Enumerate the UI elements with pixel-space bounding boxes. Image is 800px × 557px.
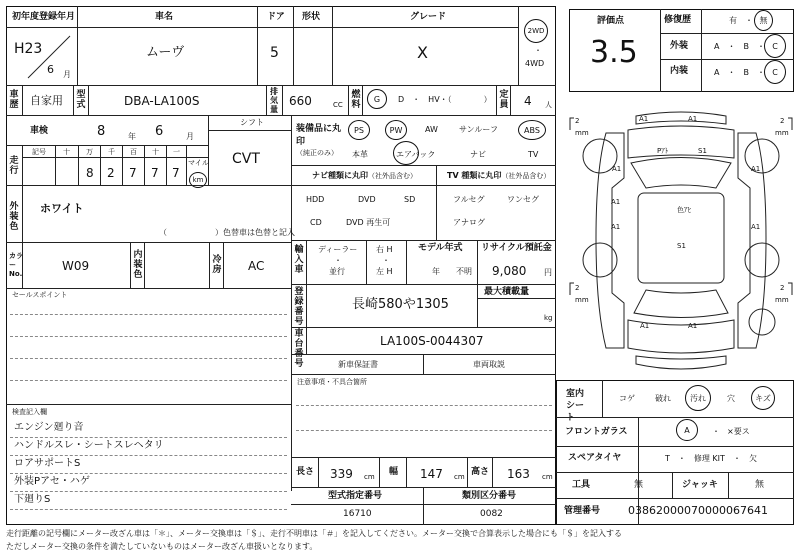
mileage-digit: 7: [172, 166, 180, 180]
recycle-fee: 9,080: [492, 264, 527, 278]
reg-era: H23: [14, 41, 43, 57]
tools-value: 無: [634, 480, 644, 490]
interior-stain-circled: 汚れ: [685, 385, 711, 411]
repair-none-circled: 無: [754, 10, 773, 31]
equip-ps-circled: PS: [348, 120, 370, 140]
use-value: 自家用: [30, 94, 63, 107]
equip-pw-circled: PW: [385, 120, 407, 140]
model-label: 車名: [155, 12, 174, 22]
ext-grade-c-circled: C: [764, 34, 786, 58]
reg-year-label: 初年度登録年月: [12, 12, 76, 22]
exterior-color: ホワイト: [40, 202, 84, 215]
glass-a-circled: A: [676, 419, 698, 441]
color-no: W09: [62, 259, 90, 273]
mileage-digit: 2: [107, 166, 115, 180]
km-circled: km: [189, 172, 207, 188]
door-count: 5: [270, 45, 279, 61]
inspector-note: ハンドルスレ・シートスレヘタリ: [14, 440, 164, 451]
mileage-digit: 7: [129, 166, 137, 180]
class-no: 0082: [480, 509, 503, 519]
type-cert-no: 16710: [343, 509, 372, 519]
month-unit: 月: [63, 70, 71, 79]
shape-label: 形状: [302, 12, 321, 22]
chassis-number: LA100S-0044307: [380, 334, 484, 348]
drive-4wd: 4WD: [525, 59, 545, 68]
shift-value: CVT: [232, 151, 260, 167]
grade-label: グレード: [410, 12, 447, 22]
type-code: DBA-LA100S: [124, 94, 200, 108]
grade-value: X: [417, 43, 428, 62]
plate-number: 長崎580や1305: [352, 297, 449, 312]
width-value: 147: [420, 467, 443, 481]
inspector-note: エンジン廻り音: [14, 422, 84, 433]
inspection-month: 6: [155, 124, 164, 139]
footer-note: ただしメーター交換の条件を満たしていないものはメーター改ざん車扱いとなります。: [6, 542, 318, 551]
length-value: 339: [330, 467, 353, 481]
int-grade-c-circled: C: [764, 60, 786, 84]
displacement: 660: [289, 94, 312, 108]
reg-month: 6: [47, 63, 54, 76]
interior-scratch-circled: キズ: [751, 386, 775, 410]
fuel-g-circled: G: [367, 89, 387, 109]
height-value: 163: [507, 467, 530, 481]
mgmt-number: 03862000070000067641: [628, 504, 768, 517]
footer-note: 走行距離の記号欄にメーター改ざん車は「＊」、メーター交換車は「＄」、走行不明車は「＃」を記入してください。メーター交換で合算表示した場合にも「＄」を記入する: [6, 529, 622, 538]
model-name: ムーヴ: [146, 45, 185, 60]
jack-value: 無: [755, 480, 765, 490]
inspector-note: 外装Pアセ・ハゲ: [14, 476, 90, 487]
mileage-digit: 7: [151, 166, 159, 180]
score-value: 3.5: [590, 35, 638, 70]
door-label: ドア: [267, 12, 285, 22]
capacity: 4: [524, 94, 532, 108]
inspector-note: ロアサポートS: [14, 458, 81, 469]
ac-value: AC: [248, 259, 265, 273]
inspector-note: 下廻りS: [14, 494, 51, 505]
drive-2wd-circled: 2WD: [524, 19, 548, 43]
mileage-digit: 8: [86, 166, 94, 180]
equip-abs-circled: ABS: [518, 120, 546, 140]
inspection-year: 8: [97, 124, 106, 139]
